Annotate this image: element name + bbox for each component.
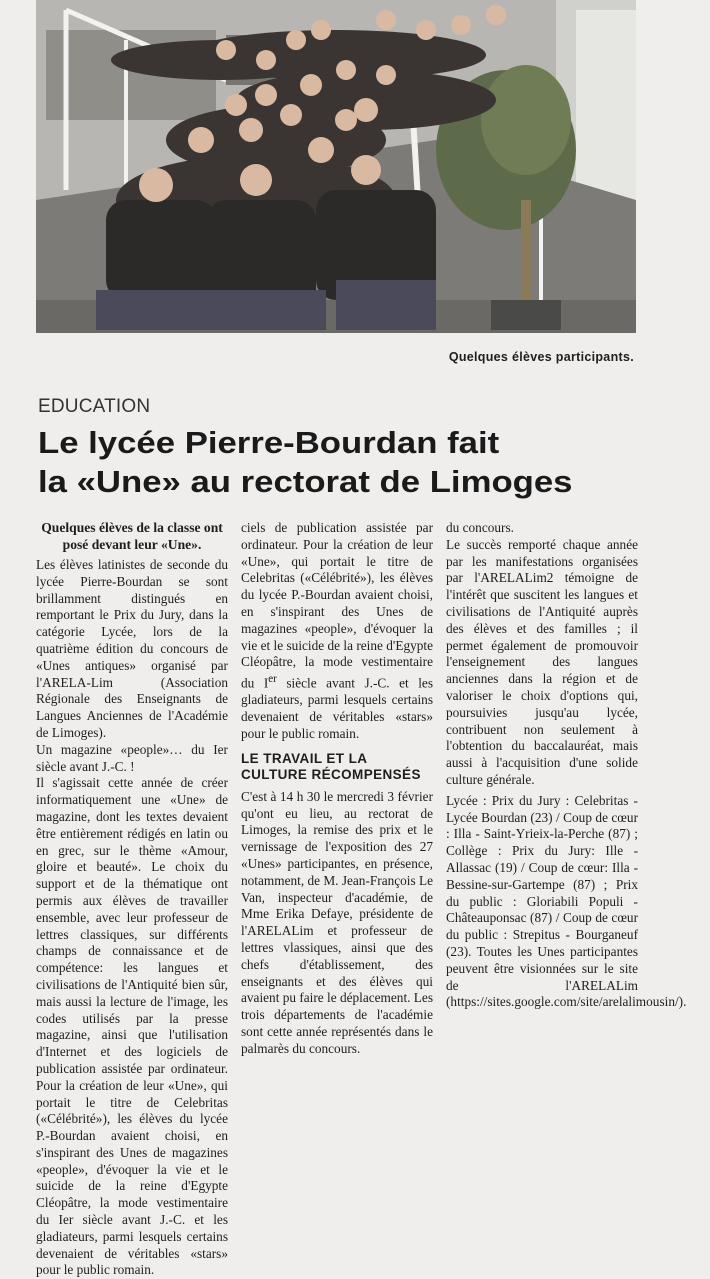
article-paragraph-continued: du concours. xyxy=(446,520,514,535)
headline-line-1: Le lycée Pierre-Bourdan fait xyxy=(38,425,500,460)
article-paragraph: Les élèves latinistes de seconde du lycée Pierre-Bourdan se sont brillamment distingués en remportant le Prix du Jury, dans la catégorie Lycée, lors de la quatrième édition du concours de «Unes antiques» organisé par l'ARELA-Lim (Association Régionale des Enseignants de Langues Anciennes de l'Académie de Limoges). xyxy=(36,557,228,740)
article-lede: Quelques élèves de la classe ont posé devant leur «Une». xyxy=(41,520,223,552)
article-paragraph: Il s'agissait cette année de créer informatiquement une «Une» de magazine, dont les textes devaient être entièrement rédigés en latin ou en grec, sur le thème «Amour, gloire et beauté». Le choix du support et de la thématique ont permis aux élèves de travailler ensemble, avec leur professeur de lettres classiques, sur différents champs de connaissance et de compétence: les langues et civilisations de l'Antiquité bien sûr, mais aussi la lecture de l'image, les codes utilisés par la presse magazine, ainsi que l'utilisation d'Internet et des logiciels de publication assistée par ordinateur. Pour la création de leur «Une», qui portait le titre de Celebritas («Célébrité»), les élèves du lycée P.-Bourdan avaient choisi, en s'inspirant des Unes de magazines «people», d'évoquer la vie et le suicide de la reine d'Egypte Cléopâtre, la mode vestimentaire du Ier siècle avant J.-C. et les gladiateurs, parmi lesquels certains devenaient de véritables «stars» pour le public romain. xyxy=(36,775,228,1278)
article-paragraph-continued: ciels de publication assistée par ordinateur. Pour la création de leur «Une», qui portait le titre de Celebritas («Célébrité»), les élèves du lycée P.-Bourdan avaient choisi, en s'inspirant des Unes de magazines «people», d'évoquer la vie et le suicide de la reine d'Egypte Cléopâtre, la mode vestimentaire du Ier siècle avant J.-C. et les gladiateurs, parmi lesquels certains devenaient de véritables «stars» pour le public romain. xyxy=(241,520,433,741)
section-label: EDUCATION xyxy=(38,396,151,417)
photo-caption: Quelques élèves participants. xyxy=(448,350,634,364)
headline xyxy=(38,423,710,501)
article-column-2 xyxy=(241,520,434,1056)
article-column-1 xyxy=(36,520,228,1278)
headline-line-2: la «Une» au rectorat de Limoges xyxy=(38,464,573,499)
article-paragraph: Un magazine «people»… du Ier siècle avant J.-C. ! xyxy=(36,741,228,774)
article-column-3 xyxy=(446,520,687,1011)
group-photo xyxy=(36,0,636,333)
group-photo-illustration xyxy=(36,0,636,333)
article-subhead: LE TRAVAIL ET LA CULTURE RÉCOMPENSÉS xyxy=(241,750,421,782)
article-paragraph: C'est à 14 h 30 le mercredi 3 février qu'ont eu lieu, au rectorat de Limoges, la remise des prix et le vernissage de l'exposition des 27 «Unes» participantes, en présence, notamment, de M. Jean-François Le Van, inspecteur d'académie, de Mme Erika Defaye, présidente de l'ARELALim et professeur de lettres vlassiques, ainsi que des chefs d'établissement, des enseignants et des élèves qui avaient pu faire le déplacement. Les trois départements de l'académie sont cette année représentés dans le palmarès du concours. xyxy=(241,788,434,1056)
article-paragraph: Lycée : Prix du Jury : Celebritas - Lycée Bourdan (23) / Coup de cœur : Illa - Saint-Yrieix-la-Perche (87) ; Collège : Prix du Jury: Ille - Allassac (19) / Coup de cœur: Illa - Bessine-sur-Gartempe (87) ; Prix du public : Gloriabili Populi - Châteauponsac (87) / Coup de cœur du public : Strepitus - Bourganeuf (23). Toutes les Unes participantes peuvent être visionnées sur le site de l'ARELALim (https://sites.google.com/site/arelalimousin/). xyxy=(446,792,687,1010)
article-paragraph: Le succès remporté chaque année par les manifestations organisées par l'ARELALim2 témoigne de l'intérêt que suscitent les langues et civilisations de l'Antiquité auprès des élèves et des familles ; il permet également de promouvoir l'enseignement des langues anciennes dans la région et de valoriser le choix d'options qui, poursuivies jusqu'au lycée, contribuent non seulement à l'obtention du baccalauréat, mais aussi à l'acquisition d'une solide culture générale. xyxy=(446,536,638,787)
